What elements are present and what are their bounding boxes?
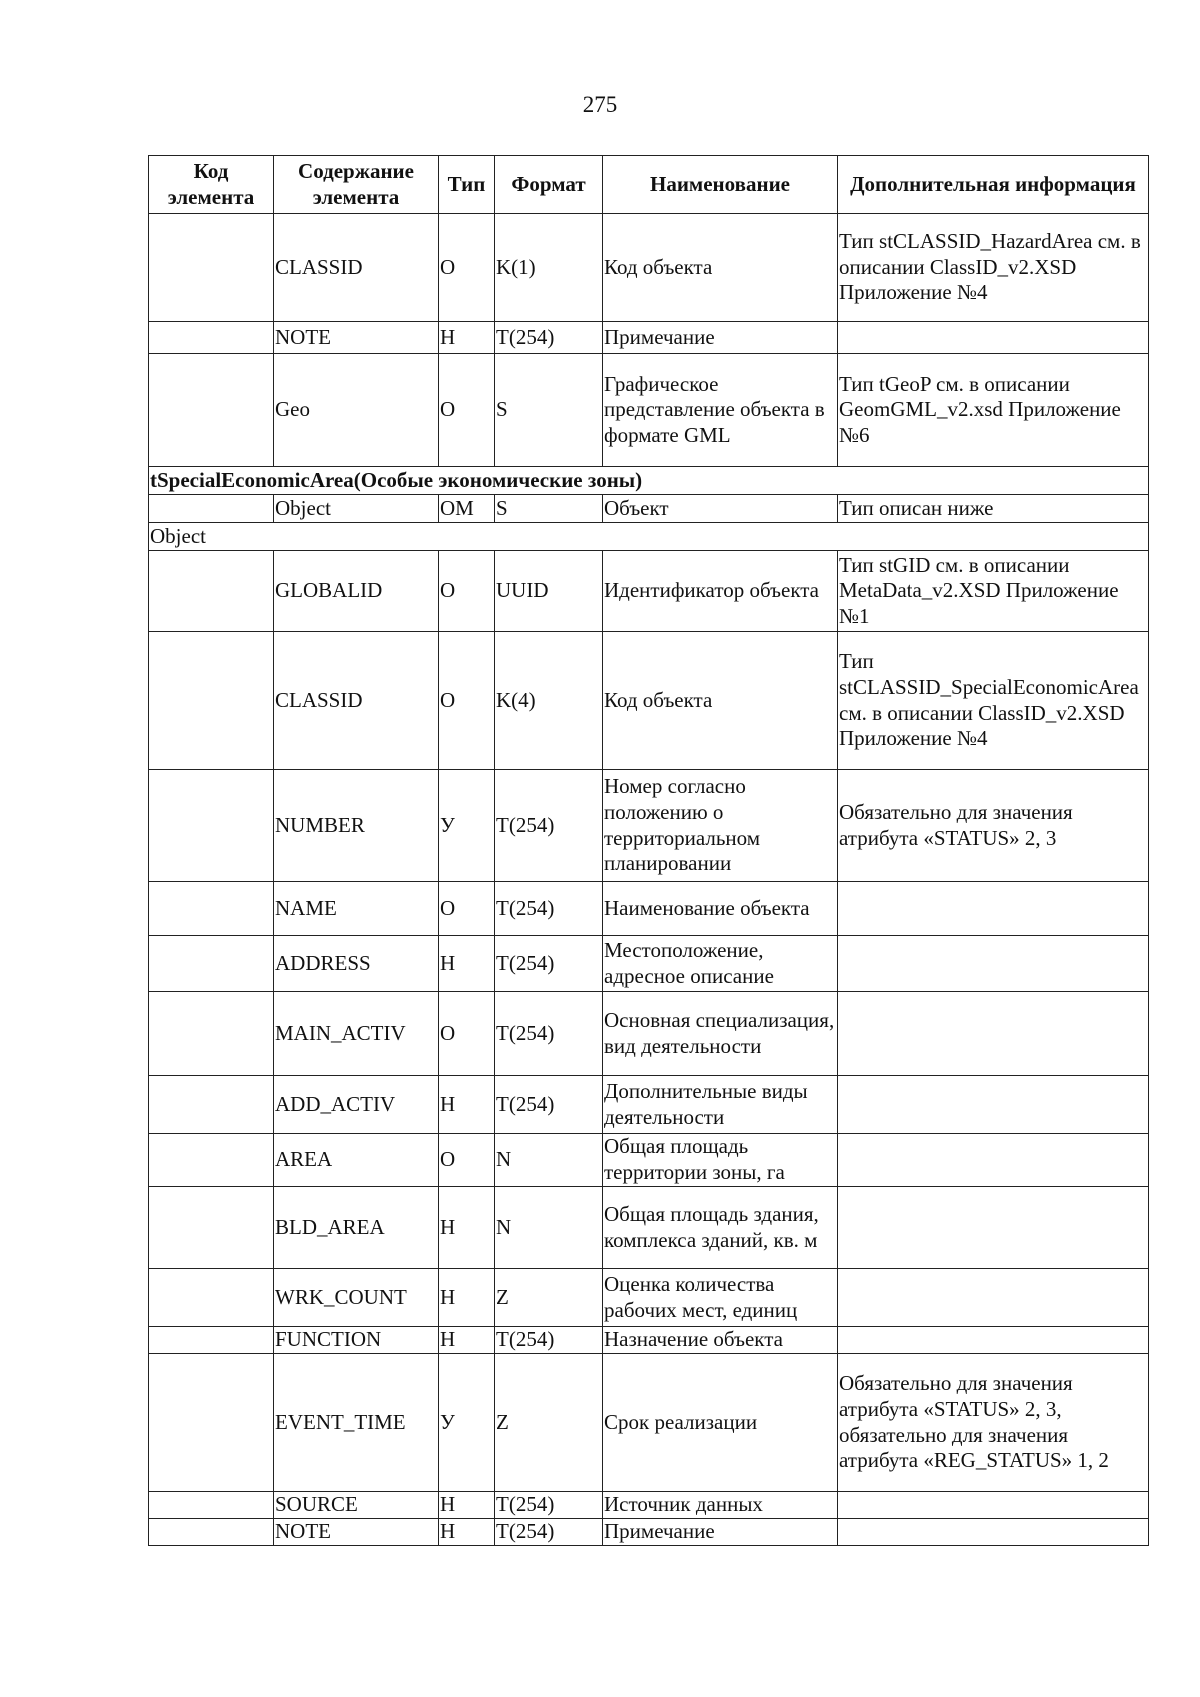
- cell-code: [149, 1134, 274, 1187]
- table-row: [149, 632, 1149, 770]
- cell-type: Н: [439, 936, 495, 992]
- cell-content: NOTE: [274, 322, 439, 354]
- cell-content: Object: [274, 495, 439, 523]
- cell-code: [149, 551, 274, 632]
- cell-info: [838, 936, 1149, 992]
- table-row: [149, 551, 1149, 632]
- cell-code: [149, 936, 274, 992]
- cell-info: [838, 1134, 1149, 1187]
- cell-name: Назначение объекта: [603, 1327, 838, 1354]
- table-row: [149, 1327, 1149, 1354]
- cell-code: [149, 322, 274, 354]
- cell-type: Н: [439, 1492, 495, 1519]
- cell-type: О: [439, 354, 495, 467]
- table-row: [149, 882, 1149, 936]
- cell-info: Тип stCLASSID_SpecialEconomicArea см. в описании ClassID_v2.XSD Приложение №4: [838, 632, 1149, 770]
- cell-content: ADDRESS: [274, 936, 439, 992]
- table-row: [149, 1354, 1149, 1492]
- cell-name: Графическое представление объекта в формате GML: [603, 354, 838, 467]
- cell-format: T(254): [495, 1519, 603, 1546]
- cell-info: [838, 992, 1149, 1076]
- cell-code: [149, 882, 274, 936]
- cell-name: Источник данных: [603, 1492, 838, 1519]
- cell-content: MAIN_ACTIV: [274, 992, 439, 1076]
- cell-format: T(254): [495, 1076, 603, 1134]
- cell-format: K(1): [495, 214, 603, 322]
- cell-name: Примечание: [603, 1519, 838, 1546]
- cell-code: [149, 354, 274, 467]
- header-row: [149, 156, 1149, 214]
- cell-code: [149, 770, 274, 882]
- header-format: Формат: [495, 156, 603, 214]
- table-row: [149, 322, 1149, 354]
- cell-format: UUID: [495, 551, 603, 632]
- cell-content: NUMBER: [274, 770, 439, 882]
- cell-content: ADD_ACTIV: [274, 1076, 439, 1134]
- cell-info: [838, 882, 1149, 936]
- table-row: [149, 992, 1149, 1076]
- cell-code: [149, 495, 274, 523]
- table-row: [149, 495, 1149, 523]
- header-type: Тип: [439, 156, 495, 214]
- cell-name: Дополнительные виды деятельности: [603, 1076, 838, 1134]
- cell-name: Идентификатор объекта: [603, 551, 838, 632]
- cell-type: О: [439, 551, 495, 632]
- header-code: Код элемента: [149, 156, 274, 214]
- cell-format: Z: [495, 1354, 603, 1492]
- cell-name: Оценка количества рабочих мест, единиц: [603, 1269, 838, 1327]
- cell-format: T(254): [495, 770, 603, 882]
- page-number: 275: [582, 92, 618, 117]
- header-content: Содержание элемента: [274, 156, 439, 214]
- cell-name: Общая площадь здания, комплекса зданий, кв. м: [603, 1187, 838, 1269]
- cell-type: У: [439, 1354, 495, 1492]
- group-label-row: [149, 523, 1149, 551]
- cell-format: S: [495, 495, 603, 523]
- cell-type: О: [439, 214, 495, 322]
- cell-format: T(254): [495, 936, 603, 992]
- cell-type: У: [439, 770, 495, 882]
- cell-type: Н: [439, 1327, 495, 1354]
- cell-content: NAME: [274, 882, 439, 936]
- cell-info: Тип tGeoP см. в описании GeomGML_v2.xsd Приложение №6: [838, 354, 1149, 467]
- cell-code: [149, 632, 274, 770]
- cell-info: [838, 322, 1149, 354]
- cell-content: GLOBALID: [274, 551, 439, 632]
- cell-type: О: [439, 882, 495, 936]
- cell-content: CLASSID: [274, 632, 439, 770]
- cell-info: [838, 1492, 1149, 1519]
- cell-format: T(254): [495, 882, 603, 936]
- table-row: [149, 1187, 1149, 1269]
- cell-name: Основная специализация, вид деятельности: [603, 992, 838, 1076]
- cell-name: Код объекта: [603, 632, 838, 770]
- table-row: [149, 354, 1149, 467]
- cell-type: Н: [439, 1519, 495, 1546]
- cell-type: Н: [439, 322, 495, 354]
- group-label: Object: [149, 523, 1149, 551]
- header-info: Дополнительная информация: [838, 156, 1149, 214]
- cell-name: Наименование объекта: [603, 882, 838, 936]
- cell-code: [149, 1327, 274, 1354]
- cell-format: T(254): [495, 992, 603, 1076]
- cell-format: Z: [495, 1269, 603, 1327]
- cell-content: Geo: [274, 354, 439, 467]
- cell-content: WRK_COUNT: [274, 1269, 439, 1327]
- cell-info: [838, 1076, 1149, 1134]
- cell-info: Тип stGID см. в описании MetaData_v2.XSD Приложение №1: [838, 551, 1149, 632]
- cell-format: T(254): [495, 1327, 603, 1354]
- cell-name: Номер согласно положению о территориальном планировании: [603, 770, 838, 882]
- table-row: [149, 936, 1149, 992]
- cell-format: T(254): [495, 1492, 603, 1519]
- cell-name: Срок реализации: [603, 1354, 838, 1492]
- cell-content: NOTE: [274, 1519, 439, 1546]
- cell-code: [149, 214, 274, 322]
- cell-name: Объект: [603, 495, 838, 523]
- cell-info: Тип stCLASSID_HazardArea см. в описании ClassID_v2.XSD Приложение №4: [838, 214, 1149, 322]
- cell-code: [149, 1492, 274, 1519]
- cell-info: Обязательно для значения атрибута «STATUS» 2, 3: [838, 770, 1149, 882]
- cell-type: Н: [439, 1187, 495, 1269]
- cell-type: О: [439, 1134, 495, 1187]
- cell-content: SOURCE: [274, 1492, 439, 1519]
- cell-info: [838, 1327, 1149, 1354]
- cell-type: ОМ: [439, 495, 495, 523]
- cell-content: FUNCTION: [274, 1327, 439, 1354]
- cell-content: CLASSID: [274, 214, 439, 322]
- table-row: [149, 770, 1149, 882]
- table-row: [149, 1492, 1149, 1519]
- header-name: Наименование: [603, 156, 838, 214]
- cell-content: AREA: [274, 1134, 439, 1187]
- cell-format: T(254): [495, 322, 603, 354]
- table-row: [149, 1519, 1149, 1546]
- cell-info: [838, 1519, 1149, 1546]
- cell-info: Обязательно для значения атрибута «STATUS» 2, 3, обязательно для значения атрибута «REG_STATUS» 1, 2: [838, 1354, 1149, 1492]
- cell-type: О: [439, 992, 495, 1076]
- cell-code: [149, 1187, 274, 1269]
- cell-name: Общая площадь территории зоны, га: [603, 1134, 838, 1187]
- table-row: [149, 214, 1149, 322]
- section-title: tSpecialEconomicArea(Особые экономические зоны): [149, 467, 1149, 495]
- cell-code: [149, 992, 274, 1076]
- section-title-row: [149, 467, 1149, 495]
- cell-info: [838, 1269, 1149, 1327]
- cell-format: S: [495, 354, 603, 467]
- cell-name: Местоположение, адресное описание: [603, 936, 838, 992]
- cell-type: Н: [439, 1269, 495, 1327]
- cell-info: Тип описан ниже: [838, 495, 1149, 523]
- cell-type: О: [439, 632, 495, 770]
- cell-code: [149, 1076, 274, 1134]
- cell-type: Н: [439, 1076, 495, 1134]
- cell-name: Код объекта: [603, 214, 838, 322]
- cell-format: K(4): [495, 632, 603, 770]
- table-row: [149, 1134, 1149, 1187]
- cell-name: Примечание: [603, 322, 838, 354]
- cell-content: EVENT_TIME: [274, 1354, 439, 1492]
- cell-code: [149, 1519, 274, 1546]
- table-row: [149, 1076, 1149, 1134]
- cell-code: [149, 1269, 274, 1327]
- cell-format: N: [495, 1134, 603, 1187]
- cell-info: [838, 1187, 1149, 1269]
- attribute-table: [148, 155, 1149, 1546]
- cell-code: [149, 1354, 274, 1492]
- table-row: [149, 1269, 1149, 1327]
- cell-format: N: [495, 1187, 603, 1269]
- cell-content: BLD_AREA: [274, 1187, 439, 1269]
